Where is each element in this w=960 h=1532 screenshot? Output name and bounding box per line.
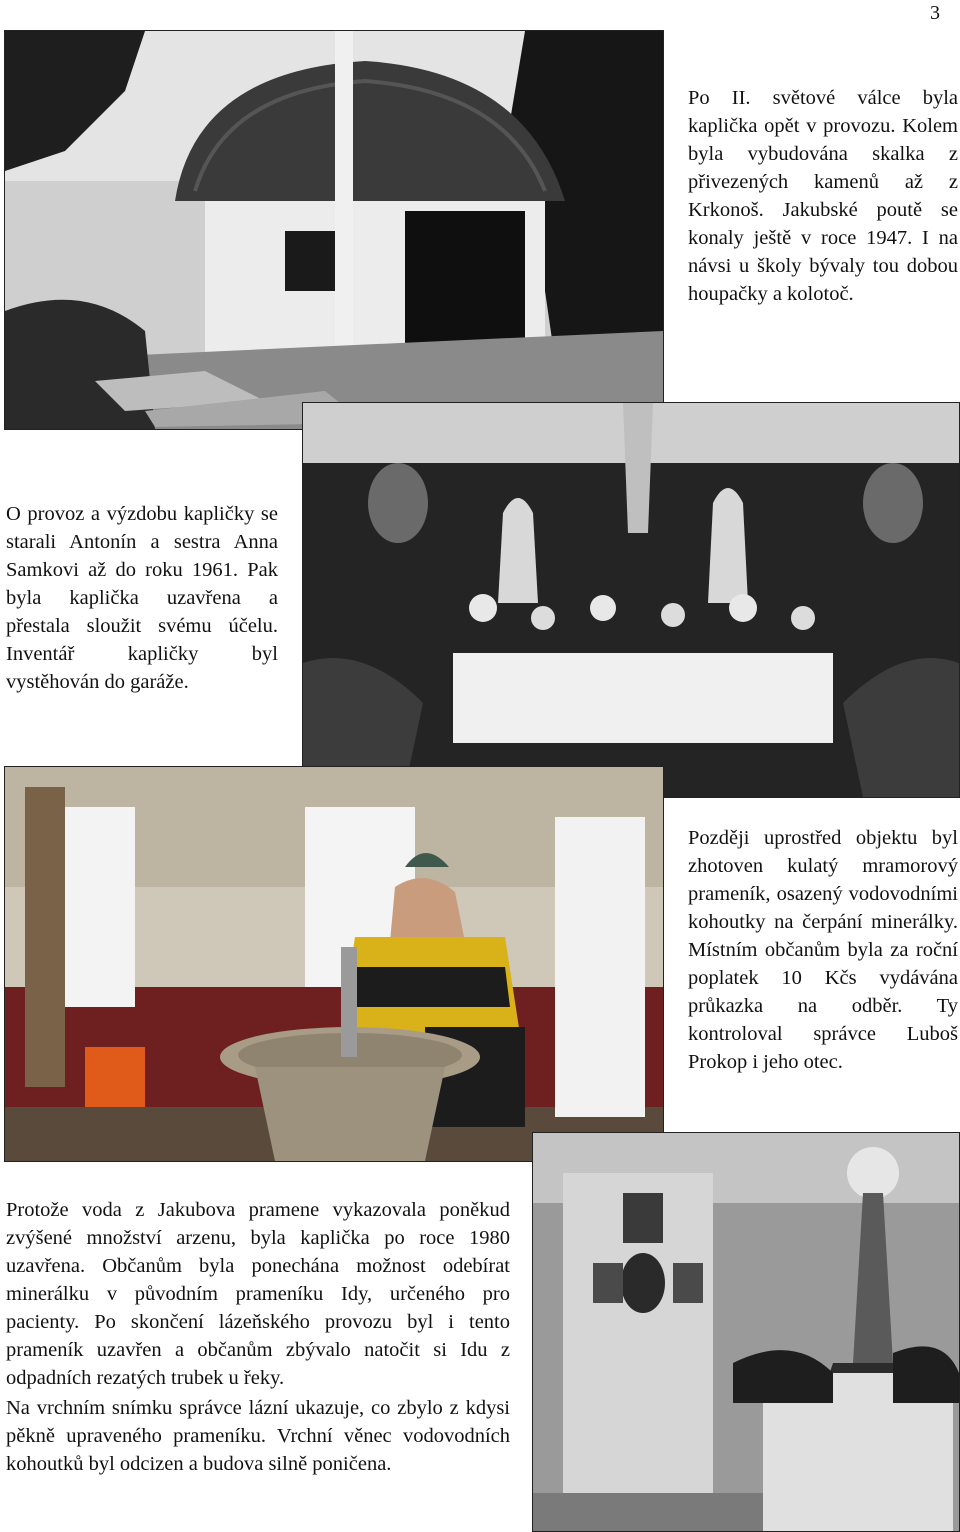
ida-spring-photo bbox=[532, 1132, 960, 1532]
chapel-altar-photo bbox=[302, 402, 960, 798]
text-photo-caption: Na vrchním snímku správce lázní ukazuje, co zbylo z kdysi pěkně upraveného prameníku. Vrchní věnec vodovodních kohoutků byl odcizen a budova silně poničena. bbox=[6, 1397, 510, 1475]
text-marble-spring: Později uprostřed objektu byl zhotoven kulatý mramorový prameník, osazený vodovodními kohoutky na čerpání minerálky. Místním občanům byla za roční poplatek 10 Kčs vydávána průkazka na odběr. Ty kontroloval správce Luboš Prokop i jeho otec. bbox=[688, 827, 958, 1073]
chapel-exterior-photo bbox=[4, 30, 664, 430]
page-number: 3 bbox=[930, 2, 940, 24]
text-closure: Protože voda z Jakubova pramene vykazovala poněkud zvýšené množství arzenu, byla kaplička po roce 1980 uzavřena. Občanům byla ponechána možnost odebírat minerálku v původním prameníku Idy, určeného pro pacienty. Po skončení lázeňského provozu byl i tento prameník uzavřen a občanům zbývalo natočit si Idu z odpadních rezatých trubek u řeky. bbox=[6, 1199, 510, 1389]
text-caretakers: O provoz a výzdobu kapličky se starali Antonín a sestra Anna Samkovi až do roku 1961. Pak byla kaplička uzavřena a přestala sloužit svému účelu. Inventář kapličky byl vystěhován do garáže. bbox=[6, 503, 278, 693]
marble-spring-color-photo bbox=[4, 766, 664, 1162]
text-postwar: Po II. světové válce byla kaplička opět v provozu. Kolem byla vybudována skalka z přivezených kamenů až z Krkonoš. Jakubské poutě se konaly ještě v roce 1947. I na návsi u školy bývaly tou dobou houpačky a kolotoč. bbox=[688, 87, 958, 305]
